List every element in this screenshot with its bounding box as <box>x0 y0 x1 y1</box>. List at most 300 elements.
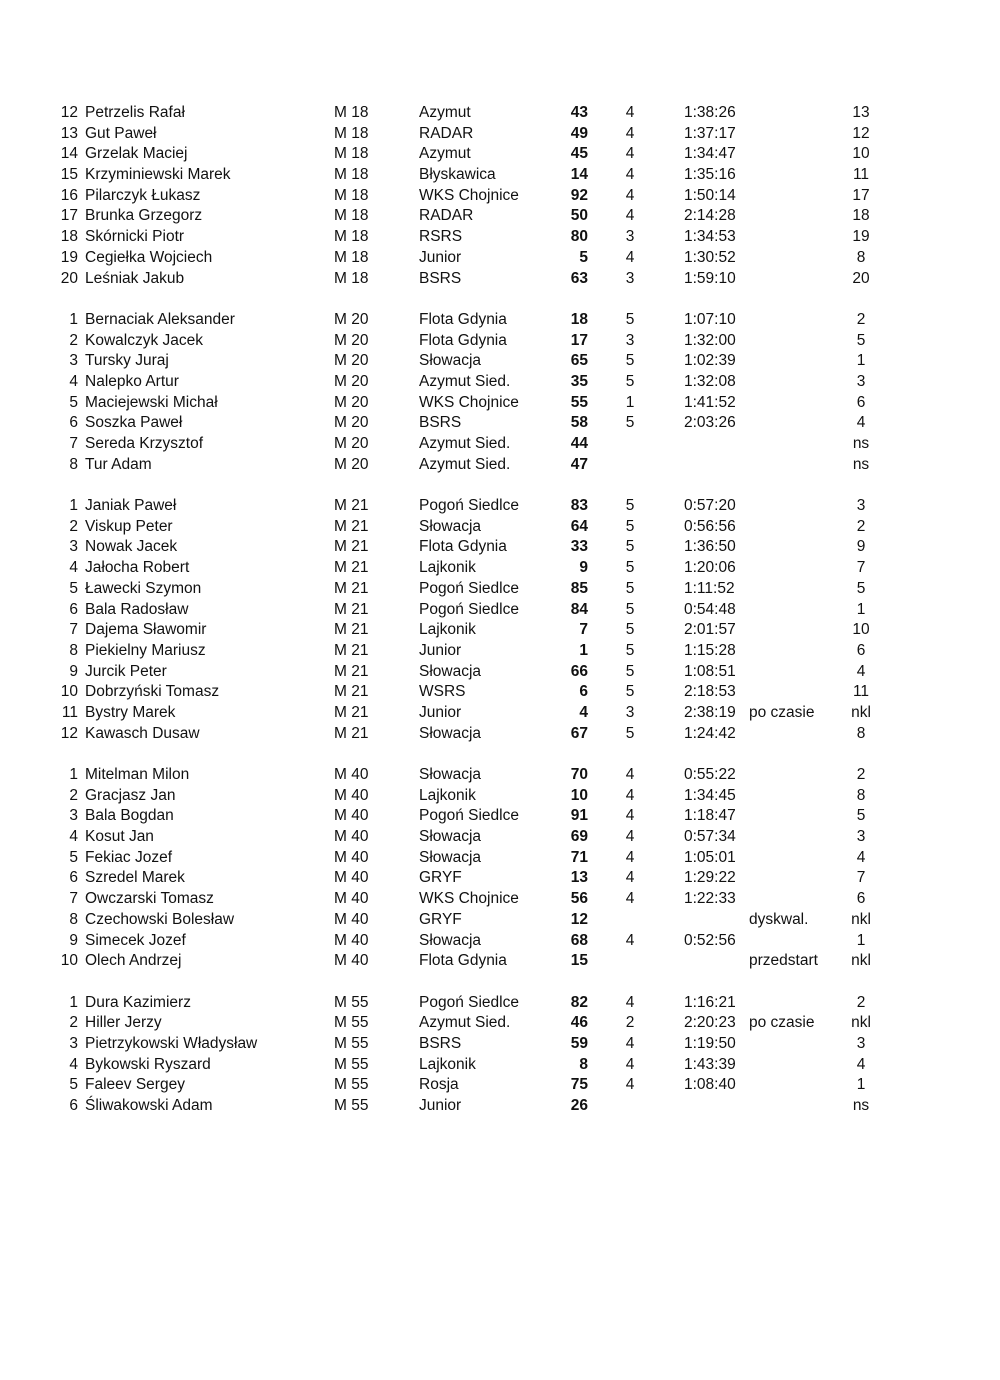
cell-rank: 5 <box>856 579 866 597</box>
cell-rank: 1 <box>856 1076 866 1094</box>
cell-pts: 4 <box>625 104 635 121</box>
cell-name: Grzelak Maciej <box>85 145 188 163</box>
cell-cat: M 20 <box>334 331 369 349</box>
cell-num: 65 <box>570 352 588 370</box>
cell-pts: 4 <box>625 1076 635 1094</box>
cell-num: 83 <box>570 497 588 515</box>
cell-cat: M 21 <box>334 517 369 535</box>
cell-time: 1:08:51 <box>684 662 736 680</box>
cell-time: 1:20:06 <box>684 559 736 577</box>
cell-place: 7 <box>69 890 78 908</box>
cell-time: 0:54:48 <box>684 600 736 618</box>
cell-cat: M 40 <box>334 931 369 949</box>
result-row <box>0 703 1000 724</box>
cell-cat: M 20 <box>334 310 369 328</box>
result-row <box>0 600 1000 621</box>
cell-time: 1:36:50 <box>684 538 736 556</box>
cell-cat: M 20 <box>334 352 369 370</box>
cell-club: RADAR <box>419 207 474 225</box>
cell-cat: M 18 <box>334 124 369 142</box>
cell-pts: 5 <box>625 372 635 390</box>
cell-place: 1 <box>69 993 78 1011</box>
cell-place: 5 <box>69 848 78 866</box>
cell-name: Bystry Marek <box>85 703 176 721</box>
cell-num: 82 <box>570 993 588 1011</box>
cell-num: 14 <box>570 166 588 184</box>
cell-place: 1 <box>69 497 78 515</box>
result-row <box>0 910 1000 931</box>
cell-num: 80 <box>570 228 588 246</box>
cell-time: 1:05:01 <box>684 848 736 866</box>
cell-name: Bala Radosław <box>85 600 189 618</box>
result-row <box>0 434 1000 455</box>
cell-cat: M 21 <box>334 641 369 659</box>
cell-num: 58 <box>570 414 588 432</box>
cell-rank: 1 <box>856 600 866 618</box>
cell-num: 8 <box>579 1055 588 1073</box>
cell-name: Dura Kazimierz <box>85 993 191 1011</box>
result-row <box>0 393 1000 414</box>
category-group <box>0 310 1000 476</box>
cell-note: dyskwal. <box>749 910 809 928</box>
result-row <box>0 993 1000 1014</box>
cell-name: Bernaciak Aleksander <box>85 310 235 328</box>
cell-rank: 4 <box>856 1055 866 1073</box>
cell-cat: M 21 <box>334 579 369 597</box>
cell-name: Dobrzyński Tomasz <box>85 683 220 701</box>
cell-name: Kosut Jan <box>85 828 154 846</box>
cell-cat: M 18 <box>334 269 369 287</box>
result-row <box>0 103 1000 124</box>
cell-club: Słowacja <box>419 828 482 846</box>
cell-pts: 3 <box>625 228 635 246</box>
cell-time: 2:18:53 <box>684 683 736 701</box>
cell-pts: 5 <box>625 517 635 535</box>
cell-pts: 5 <box>625 641 635 659</box>
cell-time: 1:34:47 <box>684 145 736 163</box>
cell-place: 12 <box>60 724 78 742</box>
cell-note: po czasie <box>749 703 815 721</box>
cell-num: 55 <box>570 393 588 411</box>
cell-name: Jurcik Peter <box>85 662 167 680</box>
cell-time: 1:32:00 <box>684 331 736 349</box>
cell-time: 1:34:53 <box>684 228 736 246</box>
cell-pts: 5 <box>625 559 635 577</box>
cell-place: 20 <box>60 269 78 287</box>
cell-num: 46 <box>570 1014 588 1032</box>
cell-place: 12 <box>60 104 78 121</box>
cell-place: 6 <box>69 869 78 887</box>
cell-name: Viskup Peter <box>85 517 173 535</box>
cell-rank: 3 <box>856 372 866 390</box>
cell-num: 10 <box>570 786 588 804</box>
cell-place: 8 <box>69 910 78 928</box>
cell-club: Junior <box>419 703 462 721</box>
cell-pts: 3 <box>625 269 635 287</box>
cell-time: 1:02:39 <box>684 352 736 370</box>
cell-cat: M 40 <box>334 828 369 846</box>
cell-num: 26 <box>570 1097 588 1114</box>
result-row <box>0 165 1000 186</box>
cell-name: Piekielny Mariusz <box>85 641 206 659</box>
cell-rank: nkl <box>851 952 871 970</box>
cell-time: 0:56:56 <box>684 517 736 535</box>
result-row <box>0 372 1000 393</box>
cell-time: 0:57:34 <box>684 828 736 846</box>
cell-pts: 5 <box>625 621 635 639</box>
cell-cat: M 40 <box>334 786 369 804</box>
cell-name: Maciejewski Michał <box>85 393 218 411</box>
cell-name: Simecek Jozef <box>85 931 186 949</box>
cell-rank: 7 <box>856 559 866 577</box>
result-row <box>0 889 1000 910</box>
cell-club: GRYF <box>419 910 462 928</box>
cell-place: 18 <box>60 228 78 246</box>
cell-cat: M 21 <box>334 600 369 618</box>
cell-pts: 4 <box>625 828 635 846</box>
cell-club: BSRS <box>419 269 462 287</box>
cell-cat: M 40 <box>334 848 369 866</box>
result-row <box>0 786 1000 807</box>
cell-pts: 4 <box>625 186 635 204</box>
result-row <box>0 951 1000 972</box>
cell-cat: M 55 <box>334 1055 369 1073</box>
cell-rank: nkl <box>851 703 871 721</box>
cell-num: 6 <box>579 683 588 701</box>
cell-place: 1 <box>69 310 78 328</box>
cell-rank: 11 <box>852 683 870 701</box>
cell-name: Owczarski Tomasz <box>85 890 214 908</box>
cell-club: Pogoń Siedlce <box>419 497 519 515</box>
result-row <box>0 1034 1000 1055</box>
cell-time: 1:19:50 <box>684 1034 736 1052</box>
cell-club: Flota Gdynia <box>419 331 507 349</box>
category-group <box>0 103 1000 289</box>
cell-time: 1:29:22 <box>684 869 736 887</box>
cell-cat: M 40 <box>334 766 369 783</box>
category-group <box>0 496 1000 744</box>
result-row <box>0 1096 1000 1117</box>
cell-cat: M 40 <box>334 952 369 970</box>
cell-rank: 10 <box>852 145 870 163</box>
cell-club: Pogoń Siedlce <box>419 807 519 825</box>
result-row <box>0 806 1000 827</box>
cell-place: 9 <box>69 662 78 680</box>
cell-pts: 1 <box>625 393 635 411</box>
result-row <box>0 1055 1000 1076</box>
cell-cat: M 21 <box>334 662 369 680</box>
cell-name: Bykowski Ryszard <box>85 1055 211 1073</box>
cell-time: 1:37:17 <box>684 124 736 142</box>
cell-club: Słowacja <box>419 352 482 370</box>
result-row <box>0 455 1000 476</box>
cell-rank: 6 <box>856 393 866 411</box>
cell-club: Azymut Sied. <box>419 435 511 452</box>
cell-place: 4 <box>69 559 78 577</box>
cell-name: Leśniak Jakub <box>85 269 185 287</box>
cell-rank: 2 <box>856 517 866 535</box>
cell-num: 67 <box>570 724 588 742</box>
cell-club: WKS Chojnice <box>419 890 519 908</box>
result-row <box>0 724 1000 745</box>
cell-club: Azymut Sied. <box>419 1014 511 1032</box>
cell-cat: M 55 <box>334 1034 369 1052</box>
result-row <box>0 558 1000 579</box>
cell-name: Gracjasz Jan <box>85 786 176 804</box>
cell-pts: 4 <box>625 766 635 783</box>
cell-pts: 4 <box>625 166 635 184</box>
cell-name: Krzyminiewski Marek <box>85 166 231 184</box>
cell-num: 75 <box>570 1076 588 1094</box>
cell-club: Flota Gdynia <box>419 310 507 328</box>
result-row <box>0 144 1000 165</box>
cell-rank: 17 <box>852 186 870 204</box>
cell-cat: M 20 <box>334 393 369 411</box>
cell-rank: 4 <box>856 848 866 866</box>
cell-place: 17 <box>60 207 78 225</box>
cell-note: po czasie <box>749 1014 815 1032</box>
cell-place: 6 <box>69 414 78 432</box>
cell-club: Słowacja <box>419 931 482 949</box>
cell-place: 9 <box>69 931 78 949</box>
cell-place: 8 <box>69 455 78 473</box>
cell-time: 1:43:39 <box>684 1055 736 1073</box>
result-row <box>0 186 1000 207</box>
cell-num: 4 <box>579 703 588 721</box>
cell-name: Janiak Paweł <box>85 497 177 515</box>
cell-place: 3 <box>69 1034 78 1052</box>
cell-rank: 11 <box>852 166 870 184</box>
cell-num: 35 <box>570 372 588 390</box>
cell-rank: ns <box>852 1097 870 1114</box>
cell-pts: 5 <box>625 310 635 328</box>
cell-num: 47 <box>570 455 588 473</box>
cell-rank: 19 <box>852 228 870 246</box>
cell-name: Skórnicki Piotr <box>85 228 185 246</box>
cell-cat: M 21 <box>334 497 369 515</box>
cell-cat: M 21 <box>334 559 369 577</box>
cell-cat: M 18 <box>334 186 369 204</box>
cell-time: 1:59:10 <box>684 269 736 287</box>
cell-cat: M 18 <box>334 207 369 225</box>
cell-pts: 4 <box>625 145 635 163</box>
cell-name: Kowalczyk Jacek <box>85 331 204 349</box>
cell-pts: 4 <box>625 207 635 225</box>
cell-pts: 4 <box>625 786 635 804</box>
cell-name: Hiller Jerzy <box>85 1014 162 1032</box>
cell-cat: M 40 <box>334 807 369 825</box>
result-row <box>0 351 1000 372</box>
result-row <box>0 517 1000 538</box>
cell-num: 18 <box>570 310 588 328</box>
cell-pts: 5 <box>625 600 635 618</box>
cell-name: Czechowski Bolesław <box>85 910 235 928</box>
cell-cat: M 18 <box>334 248 369 266</box>
cell-pts: 5 <box>625 724 635 742</box>
cell-place: 2 <box>69 786 78 804</box>
cell-num: 33 <box>570 538 588 556</box>
cell-note: przedstart <box>749 952 818 970</box>
cell-name: Ławecki Szymon <box>85 579 202 597</box>
cell-club: RADAR <box>419 124 474 142</box>
cell-place: 6 <box>69 1097 78 1114</box>
cell-pts: 4 <box>625 848 635 866</box>
cell-place: 7 <box>69 621 78 639</box>
cell-cat: M 40 <box>334 869 369 887</box>
cell-place: 19 <box>60 248 78 266</box>
cell-place: 5 <box>69 393 78 411</box>
result-row <box>0 579 1000 600</box>
cell-pts: 5 <box>625 662 635 680</box>
cell-name: Nalepko Artur <box>85 372 179 390</box>
cell-num: 68 <box>570 931 588 949</box>
cell-num: 44 <box>570 435 588 452</box>
cell-name: Tur Adam <box>85 455 152 473</box>
cell-cat: M 20 <box>334 372 369 390</box>
cell-club: Słowacja <box>419 662 482 680</box>
cell-cat: M 21 <box>334 724 369 742</box>
cell-name: Pietrzykowski Władysław <box>85 1034 258 1052</box>
cell-cat: M 20 <box>334 435 369 452</box>
cell-place: 16 <box>60 186 78 204</box>
cell-time: 1:38:26 <box>684 104 736 121</box>
cell-name: Pilarczyk Łukasz <box>85 186 201 204</box>
result-row <box>0 331 1000 352</box>
cell-place: 13 <box>60 124 78 142</box>
cell-num: 15 <box>570 952 588 970</box>
cell-place: 5 <box>69 579 78 597</box>
cell-time: 1:35:16 <box>684 166 736 184</box>
cell-cat: M 55 <box>334 1076 369 1094</box>
cell-place: 15 <box>60 166 78 184</box>
cell-num: 45 <box>570 145 588 163</box>
cell-num: 84 <box>570 600 588 618</box>
cell-club: Słowacja <box>419 724 482 742</box>
cell-pts: 4 <box>625 869 635 887</box>
cell-club: BSRS <box>419 1034 462 1052</box>
cell-pts: 4 <box>625 931 635 949</box>
cell-pts: 4 <box>625 248 635 266</box>
cell-pts: 4 <box>625 890 635 908</box>
cell-cat: M 21 <box>334 538 369 556</box>
cell-rank: 2 <box>856 766 866 783</box>
cell-time: 1:24:42 <box>684 724 736 742</box>
cell-pts: 5 <box>625 683 635 701</box>
result-row <box>0 206 1000 227</box>
result-row <box>0 248 1000 269</box>
cell-pts: 3 <box>625 331 635 349</box>
cell-club: Słowacja <box>419 766 482 783</box>
cell-num: 64 <box>570 517 588 535</box>
cell-club: Azymut Sied. <box>419 372 511 390</box>
cell-cat: M 55 <box>334 1014 369 1032</box>
cell-club: WSRS <box>419 683 466 701</box>
cell-name: Soszka Paweł <box>85 414 183 432</box>
cell-rank: nkl <box>851 910 871 928</box>
cell-time: 1:07:10 <box>684 310 736 328</box>
cell-time: 0:52:56 <box>684 931 736 949</box>
cell-pts: 5 <box>625 538 635 556</box>
result-row <box>0 124 1000 145</box>
cell-time: 1:22:33 <box>684 890 736 908</box>
cell-num: 63 <box>570 269 588 287</box>
cell-num: 49 <box>570 124 588 142</box>
cell-num: 91 <box>570 807 588 825</box>
cell-club: WKS Chojnice <box>419 186 519 204</box>
cell-place: 5 <box>69 1076 78 1094</box>
cell-rank: 4 <box>856 414 866 432</box>
results-sheet <box>0 103 1000 1137</box>
cell-time: 1:41:52 <box>684 393 736 411</box>
cell-time: 1:32:08 <box>684 372 736 390</box>
cell-pts: 3 <box>625 703 635 721</box>
cell-num: 5 <box>579 248 588 266</box>
cell-time: 1:11:52 <box>684 579 735 597</box>
result-row <box>0 413 1000 434</box>
cell-pts: 5 <box>625 352 635 370</box>
cell-place: 2 <box>69 331 78 349</box>
cell-time: 2:01:57 <box>684 621 736 639</box>
cell-place: 10 <box>60 952 78 970</box>
cell-rank: nkl <box>851 1014 871 1032</box>
cell-num: 1 <box>579 641 588 659</box>
cell-place: 4 <box>69 372 78 390</box>
cell-pts: 5 <box>625 414 635 432</box>
cell-club: Rosja <box>419 1076 459 1094</box>
cell-rank: 9 <box>856 538 866 556</box>
cell-rank: 12 <box>852 124 870 142</box>
cell-club: Flota Gdynia <box>419 538 507 556</box>
cell-name: Tursky Juraj <box>85 352 169 370</box>
cell-cat: M 18 <box>334 104 369 121</box>
cell-name: Gut Paweł <box>85 124 157 142</box>
cell-num: 92 <box>570 186 588 204</box>
cell-time: 1:50:14 <box>684 186 736 204</box>
cell-pts: 5 <box>625 497 635 515</box>
cell-name: Cegiełka Wojciech <box>85 248 213 266</box>
cell-club: Azymut <box>419 104 471 121</box>
result-row <box>0 1075 1000 1096</box>
cell-place: 3 <box>69 538 78 556</box>
cell-cat: M 18 <box>334 228 369 246</box>
cell-pts: 5 <box>625 579 635 597</box>
cell-club: RSRS <box>419 228 463 246</box>
result-row <box>0 682 1000 703</box>
cell-club: WKS Chojnice <box>419 393 519 411</box>
cell-club: Lajkonik <box>419 621 476 639</box>
cell-pts: 4 <box>625 1034 635 1052</box>
result-row <box>0 765 1000 786</box>
cell-rank: 10 <box>852 621 870 639</box>
cell-time: 2:38:19 <box>684 703 736 721</box>
cell-place: 3 <box>69 352 78 370</box>
cell-num: 85 <box>570 579 588 597</box>
cell-club: Azymut <box>419 145 471 163</box>
result-row <box>0 827 1000 848</box>
cell-num: 50 <box>570 207 588 225</box>
cell-club: Azymut Sied. <box>419 455 511 473</box>
cell-club: Pogoń Siedlce <box>419 993 519 1011</box>
cell-rank: ns <box>852 435 870 452</box>
cell-pts: 4 <box>625 993 635 1011</box>
cell-rank: 4 <box>856 662 866 680</box>
cell-pts: 4 <box>625 124 635 142</box>
cell-cat: M 55 <box>334 1097 369 1114</box>
cell-place: 8 <box>69 641 78 659</box>
cell-num: 13 <box>570 869 588 887</box>
cell-num: 66 <box>570 662 588 680</box>
cell-cat: M 21 <box>334 621 369 639</box>
